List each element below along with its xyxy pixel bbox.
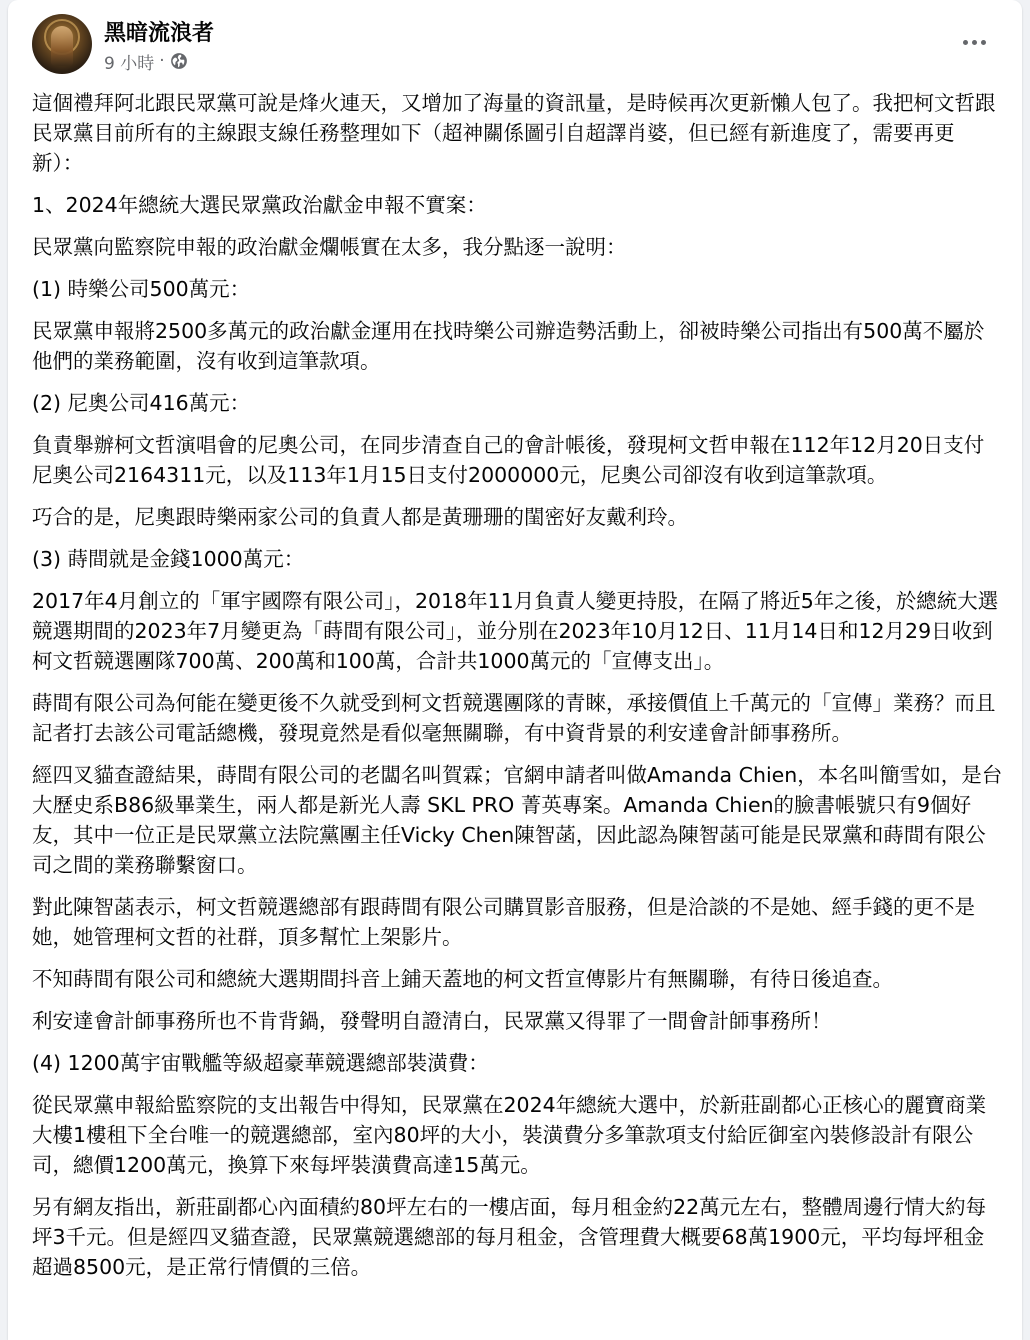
post-paragraph: (1) 時樂公司500萬元： xyxy=(32,277,251,301)
post-paragraph: 這個禮拜阿北跟民眾黨可說是烽火連天，又增加了海量的資訊量，是時候再次更新懶人包了。我把柯文哲跟民眾黨目前所有的主線跟支線任務整理如下（超神關係圖引自超譯肖婆，但已經有新進度了，需要再更新）： xyxy=(32,91,996,175)
meta-separator: · xyxy=(159,51,165,71)
post-paragraph: 民眾黨申報將2500多萬元的政治獻金運用在找時樂公司辦造勢活動上，卻被時樂公司指出有500萬不屬於他們的業務範圍，沒有收到這筆款項。 xyxy=(32,319,985,373)
post-card xyxy=(8,0,1022,1340)
post-paragraph: (4) 1200萬宇宙戰艦等級超豪華競選總部裝潢費： xyxy=(32,1051,489,1075)
post-paragraph: 巧合的是，尼奧跟時樂兩家公司的負責人都是黃珊珊的閨密好友戴利玲。 xyxy=(32,505,688,529)
globe-icon[interactable] xyxy=(170,52,188,70)
post-paragraph: (3) 蒔間就是金錢1000萬元： xyxy=(32,547,305,571)
author-avatar[interactable] xyxy=(32,14,92,74)
post-header xyxy=(8,0,1022,88)
post-paragraph: 另有網友指出，新莊副都心內面積約80坪左右的一樓店面，每月租金約22萬元左右，整體周邊行情大約每坪3千元。但是經四叉貓查證，民眾黨競選總部的每月租金，含管理費大概要68萬1900元，平均每坪租金超過8500元，是正常行情價的三倍。 xyxy=(32,1195,987,1279)
post-body xyxy=(32,88,1004,1294)
author-name[interactable]: 黑暗流浪者 xyxy=(104,21,215,46)
post-paragraph: 不知蒔間有限公司和總統大選期間抖音上鋪天蓋地的柯文哲宣傳影片有無關聯，有待日後追查。 xyxy=(32,967,893,991)
more-options-icon xyxy=(963,40,986,45)
post-paragraph: 經四叉貓查證結果，蒔間有限公司的老闆名叫賀霖；官網申請者叫做Amanda Chien，本名叫簡雪如，是台大歷史系B86級畢業生，兩人都是新光人壽 SKL PRO 菁英專案。Amanda Chien的臉書帳號只有9個好友，其中一位正是民眾黨立法院黨團主任Vicky Chen陳智菡，因此認為陳智菡可能是民眾黨和蒔間有限公司之間的業務聯繫窗口。 xyxy=(32,763,1003,877)
post-meta xyxy=(104,50,188,72)
avatar-figure xyxy=(51,26,73,66)
post-paragraph: 2017年4月創立的「軍宇國際有限公司」，2018年11月負責人變更持股，在隔了將近5年之後，於總統大選競選期間的2023年7月變更為「蒔間有限公司」，並分別在2023年10月12日、11月14日和12月29日收到柯文哲競選團隊700萬、200萬和100萬，合計共1000萬元的「宣傳支出」。 xyxy=(32,589,999,673)
post-paragraph: 1、2024年總統大選民眾黨政治獻金申報不實案： xyxy=(32,193,487,217)
post-paragraph: 蒔間有限公司為何能在變更後不久就受到柯文哲競選團隊的青睞，承接價值上千萬元的「宣傳」業務？而且記者打去該公司電話總機，發現竟然是看似毫無關聯，有中資背景的利安達會計師事務所。 xyxy=(32,691,996,745)
post-paragraph: 從民眾黨申報給監察院的支出報告中得知，民眾黨在2024年總統大選中，於新莊副都心正核心的麗寶商業大樓1樓租下全台唯一的競選總部，室內80坪的大小，裝潢費分多筆款項支付給匠御室內裝修設計有限公司，總價1200萬元，換算下來每坪裝潢費高達15萬元。 xyxy=(32,1093,987,1177)
post-paragraph: 對此陳智菡表示，柯文哲競選總部有跟蒔間有限公司購買影音服務，但是洽談的不是她、經手錢的更不是她，她管理柯文哲的社群，頂多幫忙上架影片。 xyxy=(32,895,975,949)
post-paragraph: (2) 尼奧公司416萬元： xyxy=(32,391,251,415)
post-paragraph: 負責舉辦柯文哲演唱會的尼奧公司，在同步清查自己的會計帳後，發現柯文哲申報在112年12月20日支付尼奧公司2164311元，以及113年1月15日支付2000000元，尼奧公司卻沒有收到這筆款項。 xyxy=(32,433,985,487)
post-paragraph: 利安達會計師事務所也不肯背鍋，發聲明自證清白，民眾黨又得罪了一間會計師事務所！ xyxy=(32,1009,832,1033)
post-paragraph: 民眾黨向監察院申報的政治獻金爛帳實在太多，我分點逐一說明： xyxy=(32,235,627,259)
post-timestamp[interactable]: 9 小時 xyxy=(104,53,155,74)
more-options-button[interactable] xyxy=(952,24,996,60)
